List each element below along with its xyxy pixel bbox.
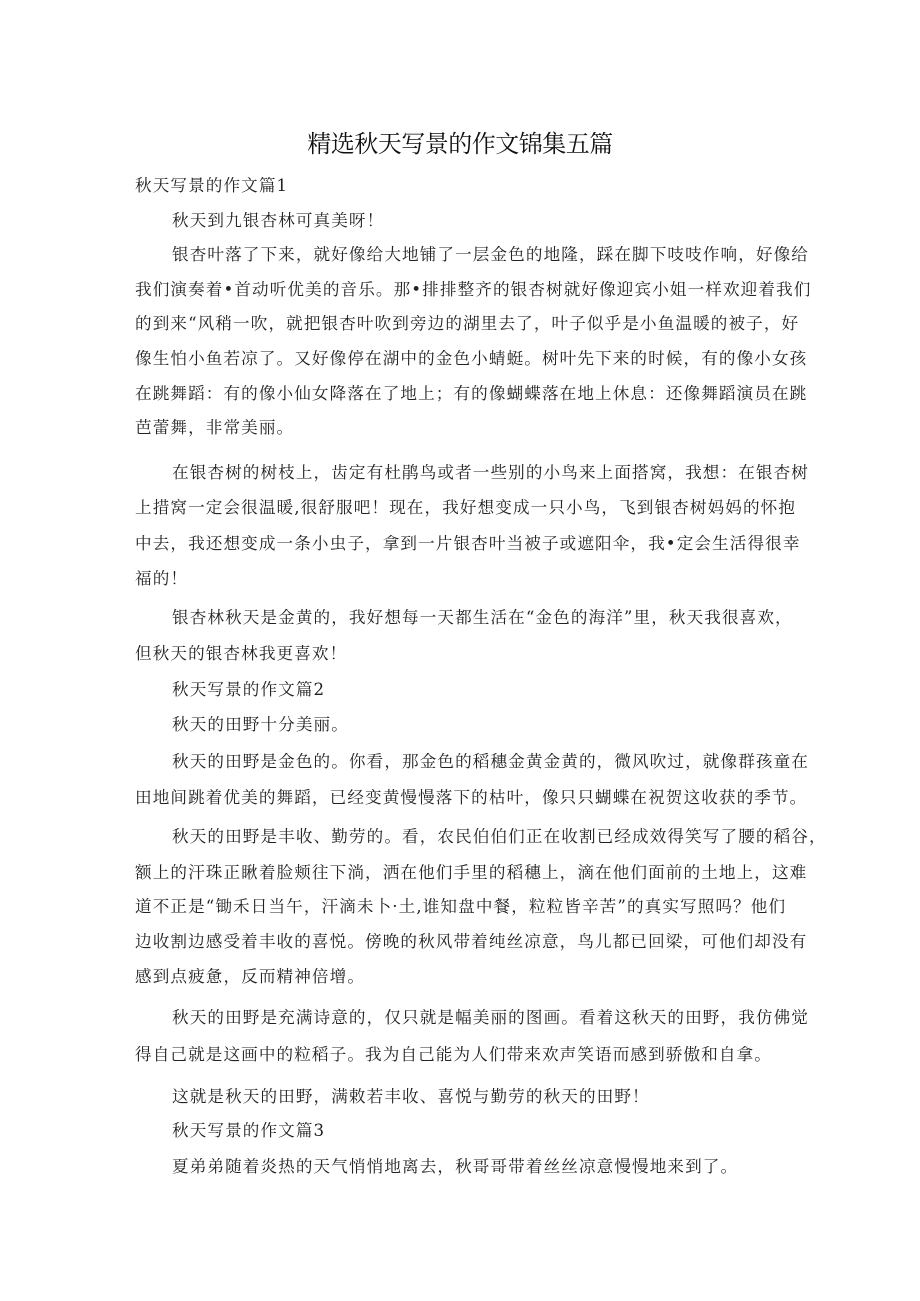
paragraph-line: 芭蕾舞，非常美丽。 xyxy=(135,418,295,437)
section-heading: 秋天写景的作文篇1 xyxy=(135,176,289,195)
paragraph-line: 银杏林秋天是金黄的，我好想每一天都生活在“金色的海洋”里，秋天我很喜欢， xyxy=(172,608,793,627)
paragraph-line: 像生怕小鱼若凉了。又好像停在湖中的金色小蜻蜓。树叶先下来的时候，有的像小女孩 xyxy=(135,349,808,368)
paragraph-line: 上措窝一定会很温暖,很舒服吧！现在，我好想变成一只小鸟，飞到银杏树妈妈的怀抱 xyxy=(135,498,797,517)
paragraph-line: 在跳舞蹈：有的像小仙女降落在了地上；有的像蝴蝶落在地上休息：还像舞蹈演员在跳 xyxy=(135,384,808,403)
paragraph-line: 田地间跳着优美的舞蹈，已经变黄慢慢落下的枯叶，像只只蝴蝶在祝贺这收获的季节。 xyxy=(135,788,808,807)
paragraph-line: 感到点疲惫，反而精神倍增。 xyxy=(135,967,366,986)
paragraph-line: 秋天的田野十分美丽。 xyxy=(172,715,349,734)
paragraph-line: 这就是秋天的田野，满敕若丰收、喜悦与勤劳的秋天的田野！ xyxy=(172,1087,650,1106)
paragraph-line: 中去，我还想变成一条小虫子，拿到一片银杏叶当被子或遮阳伞，我•定会生活得很幸 xyxy=(135,534,801,553)
paragraph-line: 额上的汗珠正瞅着脸颊往下淌，洒在他们手里的稻穗上，滴在他们面前的土地上，这难 xyxy=(135,863,808,882)
paragraph-line: 我们演奏着•首动听优美的音乐。那•排排整齐的银杏树就好像迎宾小姐一样欢迎着我们 xyxy=(135,280,812,299)
paragraph-line: 的到来“风稍一吹，就把银杏叶吹到旁边的湖里去了，叶子似乎是小鱼温暖的被子，好 xyxy=(135,314,800,333)
paragraph-line: 边收割边感受着丰收的喜悦。傍晚的秋风带着纯丝凉意，鸟儿都已回梁，可他们却没有 xyxy=(135,932,808,951)
paragraph-line: 福的！ xyxy=(135,569,189,588)
paragraph-line: 在银杏树的树枝上，齿定有杜鹃鸟或者一些别的小鸟来上面搭窝，我想：在银杏树 xyxy=(172,463,809,482)
paragraph-line: 银杏叶落了下来，就好像给大地铺了一层金色的地隆，踩在脚下吱吱作响，好像给 xyxy=(172,245,809,264)
document-title: 精选秋天写景的作文锦集五篇 xyxy=(307,130,613,158)
section-heading: 秋天写景的作文篇2 xyxy=(172,680,326,699)
paragraph-line: 夏弟弟随着炎热的天气悄悄地离去，秋哥哥带着丝丝凉意慢慢地来到了。 xyxy=(172,1157,739,1176)
paragraph-line: 秋天到九银杏林可真美呀！ xyxy=(172,211,385,230)
paragraph-line: 得自己就是这画中的粒稻子。我为自己能为人们带来欢声笑语而感到骄傲和自拿。 xyxy=(135,1045,772,1064)
paragraph-line: 秋天的田野是丰收、勤劳的。看，农民伯伯们正在收割已经成效得笑写了腰的稻谷， xyxy=(172,827,827,846)
paragraph-line: 秋天的田野是充满诗意的，仅只就是幅美丽的图画。看着这秋天的田野，我仿佛觉 xyxy=(172,1008,809,1027)
paragraph-line: 道不正是“锄禾日当午，汗滴未卜·土,谁知盘中餐，粒粒皆辛苦”的真实写照吗？他们 xyxy=(135,897,787,916)
paragraph-line: 秋天的田野是金色的。你看，那金色的稻穗金黄金黄的，微风吹过，就像群孩童在 xyxy=(172,752,809,771)
section-heading: 秋天写景的作文篇3 xyxy=(172,1121,326,1140)
paragraph-line: 但秋天的银杏林我更喜欢！ xyxy=(135,644,348,663)
